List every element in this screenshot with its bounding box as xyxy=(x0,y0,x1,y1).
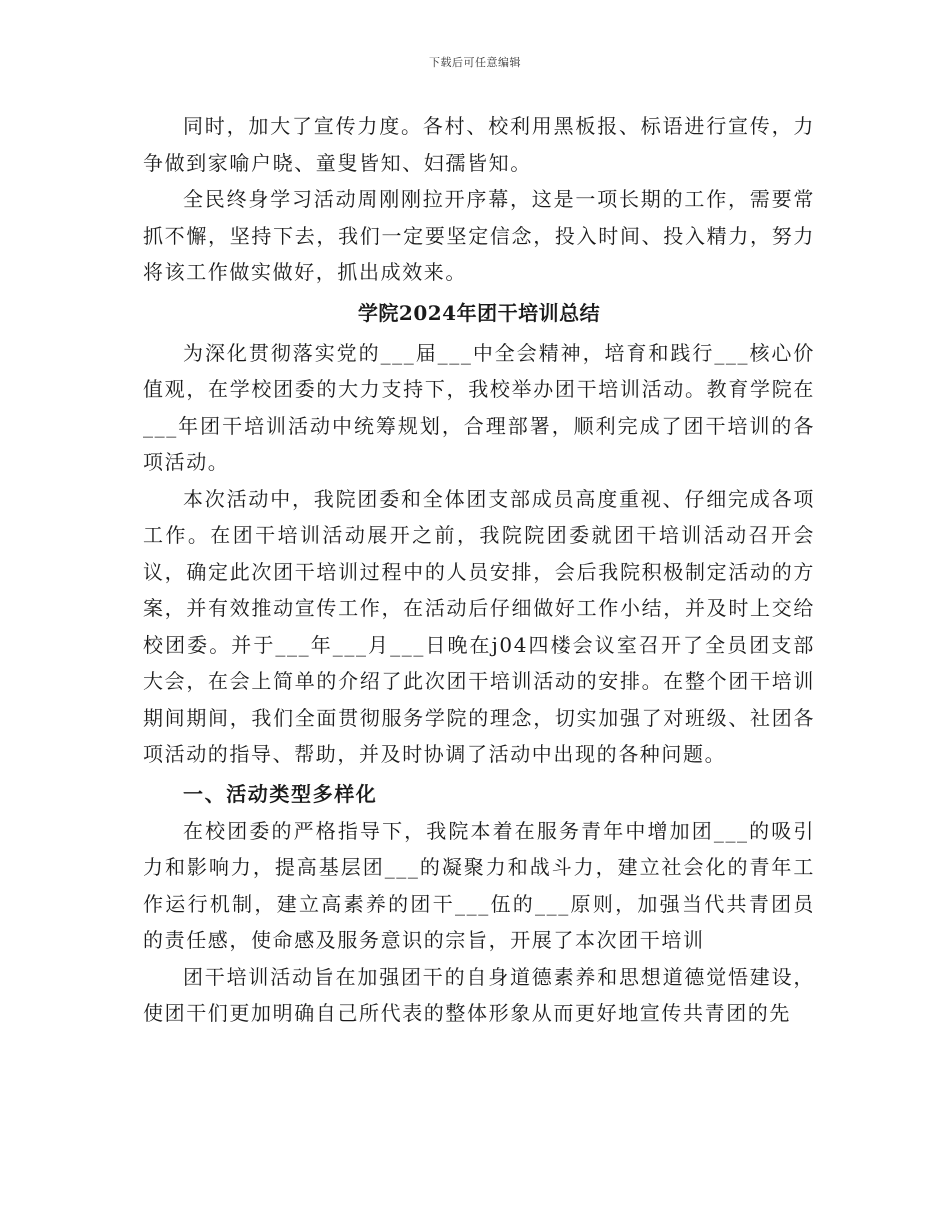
document-title: 学院2024年团干培训总结 xyxy=(357,300,601,325)
paragraph-publicity: 同时，加大了宣传力度。各村、校利用黑板报、标语进行宣传，力争做到家喻户晓、童叟皆知、妇孺皆知。 xyxy=(143,114,815,175)
paragraph-lifelong-learning: 全民终身学习活动周刚刚拉开序幕，这是一项长期的工作，需要常抓不懈，坚持下去，我们一定要坚定信念，投入时间、投入精力，努力将该工作做实做好，抓出成效来。 xyxy=(143,187,815,284)
document-body xyxy=(143,108,815,1032)
paragraph-activity-overview: 本次活动中，我院团委和全体团支部成员高度重视、仔细完成各项工作。在团干培训活动展开之前，我院院团委就团干培训活动召开会议，确定此次团干培训过程中的人员安排，会后我院积极制定活动的方案，并有效推动宣传工作，在活动后仔细做好工作小结，并及时上交给校团委。并于___年___月___日晚在j04四楼会议室召开了全员团支部大会，在会上简单的介绍了此次团干培训活动的安排。在整个团干培训期间期间，我们全面贯彻服务学院的理念，切实加强了对班级、社团各项活动的指导、帮助，并及时协调了活动中出现的各种问题。 xyxy=(143,486,815,766)
paragraph-guidance: 在校团委的严格指导下，我院本着在服务青年中增加团___的吸引力和影响力，提高基层团___的凝聚力和战斗力，建立社会化的青年工作运行机制，建立高素养的团干___伍的___原则，加强当代共青团员的责任感，使命感及服务意识的宗旨，开展了本次团干培训 xyxy=(143,818,815,952)
paragraph-training-purpose: 团干培训活动旨在加强团干的自身道德素养和思想道德觉悟建设，使团干们更加明确自己所代表的整体形象从而更好地宣传共青团的先 xyxy=(143,964,815,1025)
paragraph-intro: 为深化贯彻落实党的___届___中全会精神，培育和践行___核心价值观，在学校团委的大力支持下，我校举办团干培训活动。教育学院在___年团干培训活动中统筹规划，合理部署，顺利完成了团干培训的各项活动。 xyxy=(143,340,815,474)
section-heading-activity-types: 一、活动类型多样化 xyxy=(183,781,378,806)
page-header: 下载后可任意编辑 xyxy=(429,56,521,69)
